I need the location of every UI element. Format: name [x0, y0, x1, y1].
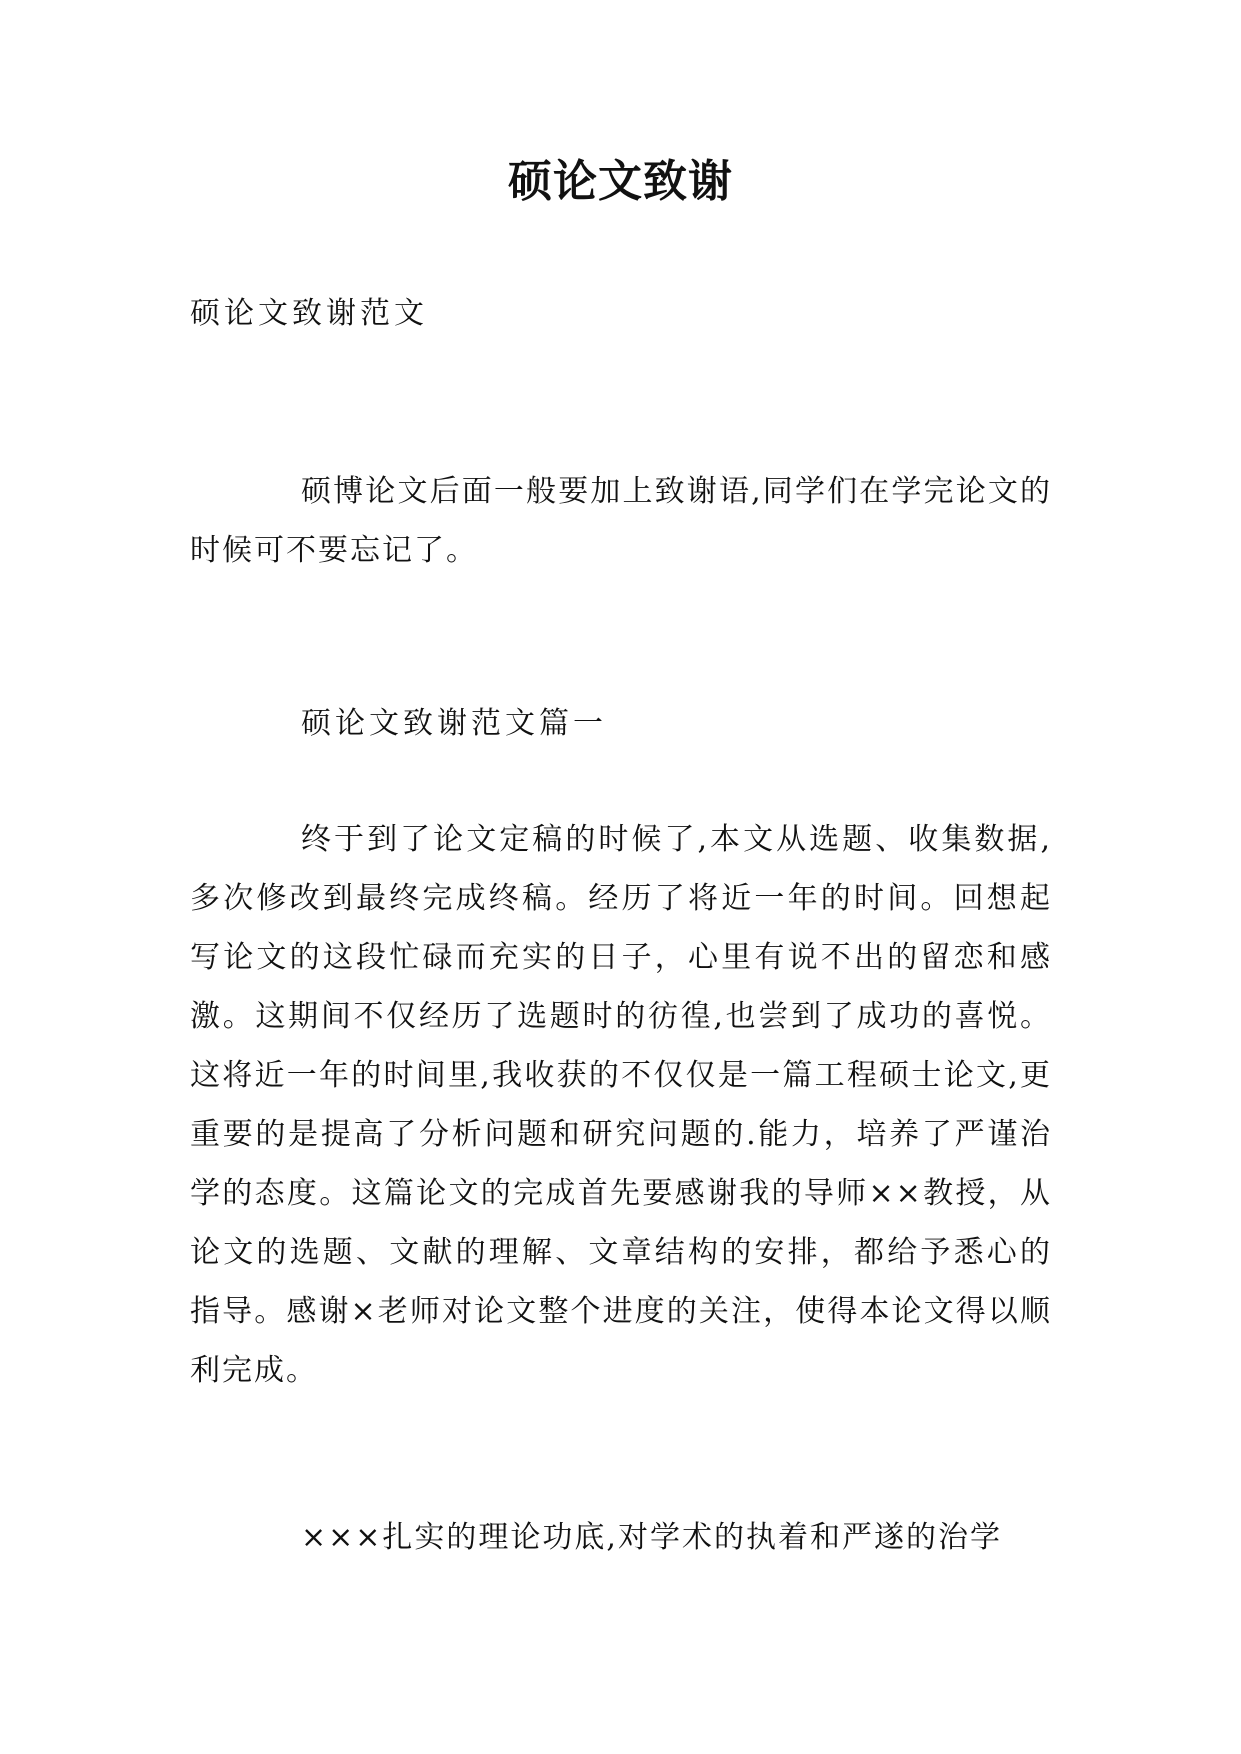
intro-paragraph: 硕博论文后面一般要加上致谢语,同学们在学完论文的时候可不要忘记了。	[190, 474, 1052, 568]
document-subtitle: 硕论文致谢范文	[190, 296, 428, 331]
body-paragraph: 终于到了论文定稿的时候了,本文从选题、收集数据,多次修改到最终完成终稿。经历了将近一年的时间。回想起写论文的这段忙碌而充实的日子，心里有说不出的留恋和感激。这期间不仅经历了选题时的彷徨,也尝到了成功的喜悦。这将近一年的时间里,我收获的不仅仅是一篇工程硕士论文,更重要的是提高了分析问题和研究问题的.能力，培养了严谨治学的态度。这篇论文的完成首先要感谢我的导师××教授，从论文的选题、文献的理解、文章结构的安排，都给予悉心的指导。感谢×老师对论文整个进度的关注，使得本论文得以顺利完成。	[190, 822, 1052, 1388]
continuation-paragraph: ×××扎实的理论功底,对学术的执着和严遂的治学	[301, 1520, 1002, 1555]
document-title: 硕论文致谢	[508, 156, 733, 207]
section-heading: 硕论文致谢范文篇一	[301, 706, 607, 741]
